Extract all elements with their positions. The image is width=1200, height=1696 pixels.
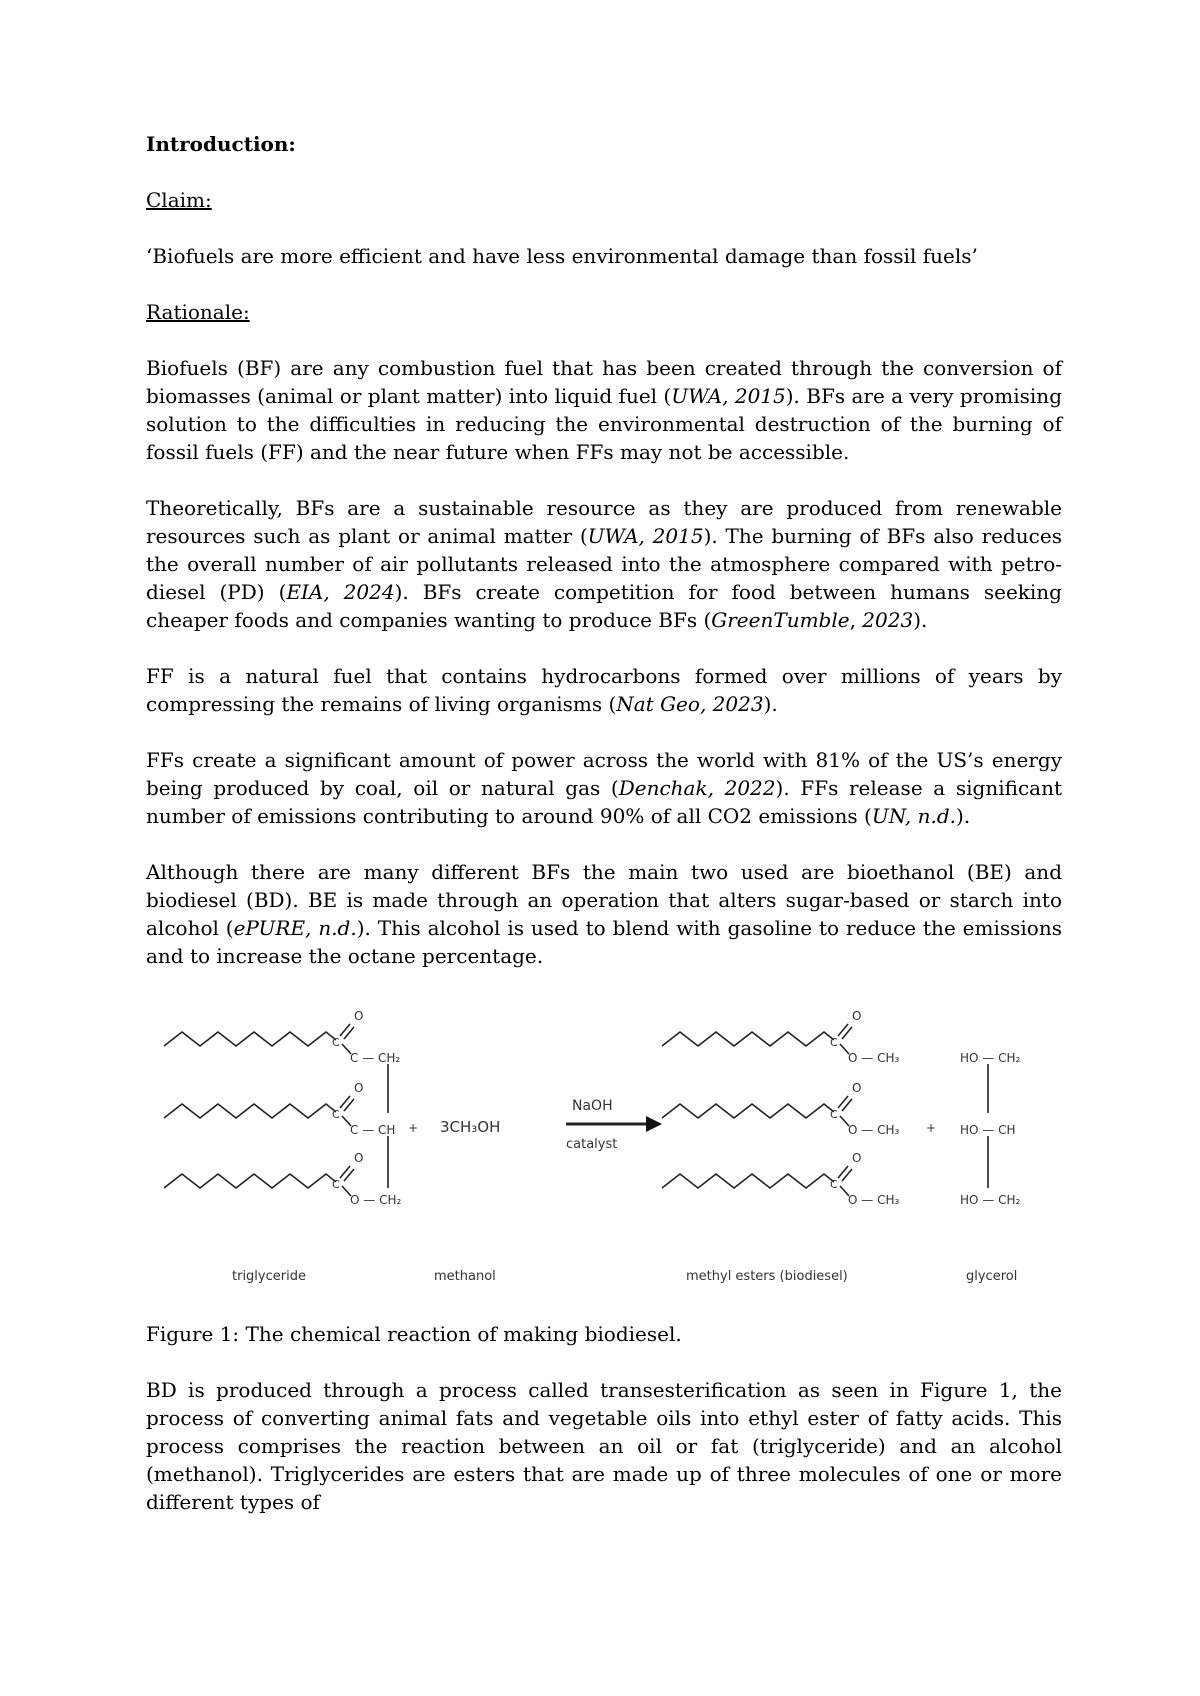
group-label: HO — CH xyxy=(960,1123,1016,1137)
group-label: HO — CH₂ xyxy=(960,1193,1021,1207)
oxygen-label: O xyxy=(852,1151,862,1165)
reaction-figure xyxy=(146,998,1062,1298)
citation: Nat Geo, 2023 xyxy=(616,692,764,716)
fatty-acid-chain xyxy=(662,1032,834,1046)
paragraph-1: Biofuels (BF) are any combustion fuel that has been created through the conversion of biomasses (animal or plant matter) into liquid fuel (UWA, 2015). BFs are a very promising solution to the difficulties in reducing the environmental destruction of the burning of fossil fuels (FF) and the near future when FFs may not be accessible. xyxy=(146,356,1062,464)
fatty-acid-chain xyxy=(164,1032,336,1046)
citation: GreenTumble xyxy=(711,608,850,632)
methyl-esters-label: methyl esters (biodiesel) xyxy=(686,1269,848,1284)
paragraph-2: Theoretically, BFs are a sustainable resource as they are produced from renewable resources such as plant or animal matter (UWA, 2015). The burning of BFs also reduces the overall number of air pollutants released into the atmosphere compared with petro-diesel (PD) (EIA, 2024). BFs create competition for food between humans seeking cheaper foods and companies wanting to produce BFs (GreenTumble, 2023). xyxy=(146,496,1062,632)
group-label: O — CH₃ xyxy=(848,1051,900,1065)
methanol-formula: 3CH₃OH xyxy=(440,1118,501,1136)
catalyst-label: catalyst xyxy=(566,1137,618,1152)
carbon-label: C xyxy=(332,1178,340,1191)
paragraph-6: BD is produced through a process called transesterification as seen in Figure 1, the process of converting animal fats and vegetable oils into ethyl ester of fatty acids. This process comprises the reaction between an oil or fat (triglyceride) and an alcohol (methanol). Triglycerides are esters that are made up of three molecules of one or more different types of xyxy=(146,1378,1062,1514)
rationale-label: Rationale: xyxy=(146,300,250,324)
group-label: HO — CH₂ xyxy=(960,1051,1021,1065)
paragraph-3: FF is a natural fuel that contains hydrocarbons formed over millions of years by compressing the remains of living organisms (Nat Geo, 2023). xyxy=(146,664,1062,716)
paragraph-4: FFs create a significant amount of power across the world with 81% of the US’s energy being produced by coal, oil or natural gas (Denchak, 2022). FFs release a significant number of emissions contributing to around 90% of all CO2 emissions (UN, n.d.). xyxy=(146,748,1063,828)
citation: ePURE, n.d. xyxy=(233,916,357,940)
oxygen-label: O xyxy=(354,1151,364,1165)
plus-sign: + xyxy=(926,1121,937,1135)
carbon-label: C xyxy=(332,1108,340,1121)
fatty-acid-chain xyxy=(662,1104,834,1118)
citation: UWA, 2015 xyxy=(587,524,704,548)
carbon-label: C xyxy=(830,1036,838,1049)
plus-sign: + xyxy=(408,1121,419,1135)
oxygen-label: O xyxy=(354,1009,364,1023)
oxygen-label: O xyxy=(354,1081,364,1095)
glycerol-label: glycerol xyxy=(966,1269,1018,1284)
catalyst-name: NaOH xyxy=(572,1098,613,1114)
citation: 2023 xyxy=(862,608,914,632)
group-label: O — CH₃ xyxy=(848,1123,900,1137)
carbon-label: C xyxy=(830,1178,838,1191)
oxygen-label: O xyxy=(852,1081,862,1095)
citation: UN, n.d. xyxy=(871,804,957,828)
group-label: C — CH₂ xyxy=(350,1051,401,1065)
citation: UWA, 2015 xyxy=(671,384,786,408)
fatty-acid-chain xyxy=(662,1174,834,1188)
citation: EIA, 2024 xyxy=(286,580,395,604)
transesterification-diagram xyxy=(146,998,1062,1298)
arrow-head xyxy=(646,1116,662,1132)
group-label: C — CH xyxy=(350,1123,396,1137)
fatty-acid-chain xyxy=(164,1174,336,1188)
claim-text: ‘Biofuels are more efficient and have less environmental damage than fossil fuels’ xyxy=(146,244,978,268)
group-label: O — CH₂ xyxy=(350,1193,402,1207)
carbon-label: C xyxy=(830,1108,838,1121)
oxygen-label: O xyxy=(852,1009,862,1023)
claim-label: Claim: xyxy=(146,188,212,212)
triglyceride-label: triglyceride xyxy=(232,1269,306,1284)
section-heading: Introduction: xyxy=(146,132,296,156)
methanol-label: methanol xyxy=(434,1269,496,1284)
document-page xyxy=(146,130,1062,1544)
fatty-acid-chain xyxy=(164,1104,336,1118)
figure-caption: Figure 1: The chemical reaction of making biodiesel. xyxy=(146,1322,682,1346)
citation: Denchak, 2022 xyxy=(618,776,776,800)
carbon-label: C xyxy=(332,1036,340,1049)
group-label: O — CH₃ xyxy=(848,1193,900,1207)
paragraph-5: Although there are many different BFs the main two used are bioethanol (BE) and biodiesel (BD). BE is made through an operation that alters sugar-based or starch into alcohol (ePURE, n.d.). This alcohol is used to blend with gasoline to reduce the emissions and to increase the octane percentage. xyxy=(146,860,1062,968)
